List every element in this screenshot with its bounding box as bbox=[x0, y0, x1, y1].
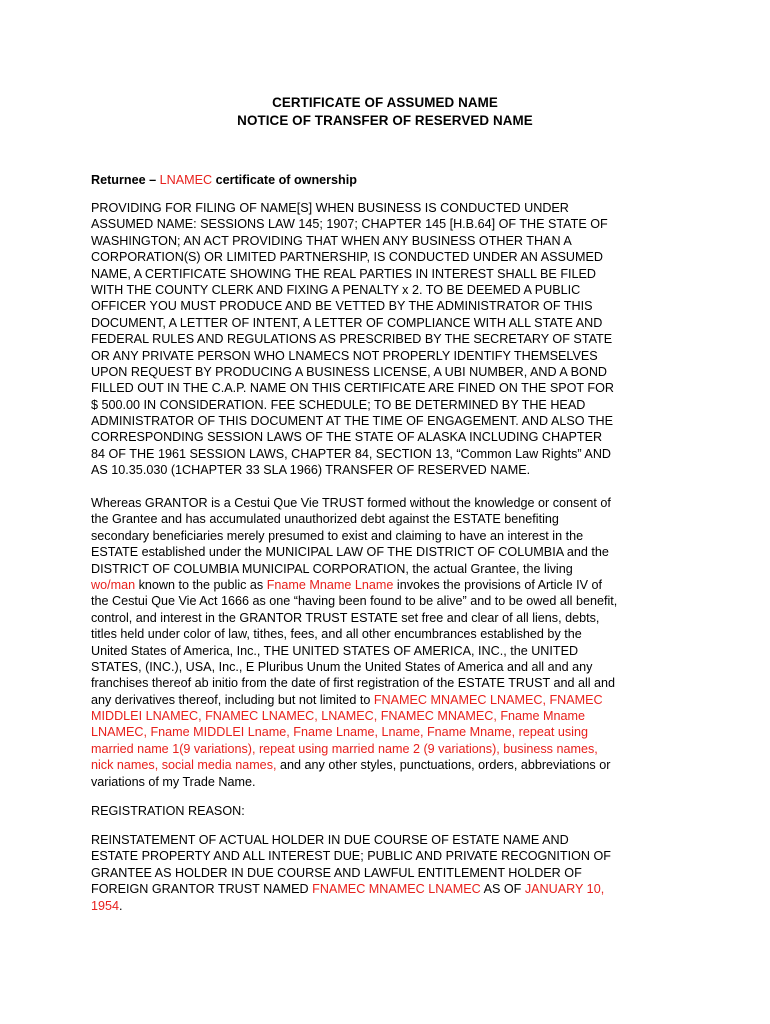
paragraph-line: DOCUMENT, A LETTER OF INTENT, A LETTER OF COMPLIANCE WITH ALL STATE AND bbox=[91, 315, 603, 330]
paragraph-line: the Grantee and has accumulated unauthorized debt against the ESTATE benefiting bbox=[91, 512, 559, 527]
registration-reason-label: REGISTRATION REASON: bbox=[91, 804, 245, 818]
paragraph-line: WASHINGTON; AN ACT PROVIDING THAT WHEN ANY BUSINESS OTHER THAN A bbox=[91, 233, 572, 248]
paragraph-line bbox=[91, 898, 676, 914]
paragraph-line: DISTRICT OF COLUMBIA MUNICIPAL CORPORATION, the actual Grantee, the living bbox=[91, 561, 573, 576]
highlight-text: 1954 bbox=[91, 898, 120, 913]
paragraph-line bbox=[91, 577, 676, 593]
paragraph-line: GRANTEE AS HOLDER IN DUE COURSE AND LAWFUL ENTITLEMENT HOLDER OF bbox=[91, 865, 582, 880]
paragraph-reinstatement bbox=[91, 832, 676, 914]
highlight-text: JANUARY 10, bbox=[524, 882, 605, 897]
paragraph-line: CORRESPONDING SESSION LAWS OF THE STATE OF ALASKA INCLUDING CHAPTER bbox=[91, 430, 603, 445]
paragraph-line: ASSUMED NAME: SESSIONS LAW 145; 1907; CHAPTER 145 [H.B.64] OF THE STATE OF bbox=[91, 217, 608, 232]
returnee-line bbox=[91, 172, 676, 188]
paragraph-line: OFFICER YOU MUST PRODUCE AND BE VETTED BY THE ADMINISTRATOR OF THIS bbox=[91, 299, 593, 314]
paragraph-line bbox=[91, 881, 676, 897]
paragraph-line bbox=[91, 757, 676, 773]
paragraph-line: titles held under color of law, tithes, fees, and all other encumbrances established by the bbox=[91, 627, 582, 642]
paragraph-line: the Cestui Que Vie Act 1666 as one “having been found to be alive” and to be owed all benefit, bbox=[91, 594, 618, 609]
document-title: CERTIFICATE OF ASSUMED NAME bbox=[272, 95, 498, 110]
paragraph-line: OR ANY PRIVATE PERSON WHO LNAMECS NOT PROPERLY IDENTIFY THEMSELVES bbox=[91, 348, 598, 363]
paragraph-line: FILLED OUT IN THE C.A.P. NAME ON THIS CERTIFICATE ARE FINED ON THE SPOT FOR bbox=[91, 381, 614, 396]
paragraph-line: REINSTATEMENT OF ACTUAL HOLDER IN DUE COURSE OF ESTATE NAME AND bbox=[91, 833, 569, 847]
paragraph-line: WITH THE COUNTY CLERK AND FIXING A PENALTY x 2. TO BE DEEMED A PUBLIC bbox=[91, 282, 581, 297]
plain-text: AS OF bbox=[480, 882, 525, 897]
paragraph-line: $ 500.00 IN CONSIDERATION. FEE SCHEDULE; TO BE DETERMINED BY THE HEAD bbox=[91, 397, 586, 412]
paragraph-line: UPON REQUEST BY PRODUCING A BUSINESS LICENSE, A UBI NUMBER, AND A BOND bbox=[91, 364, 608, 379]
document-subtitle: NOTICE OF TRANSFER OF RESERVED NAME bbox=[237, 113, 533, 128]
paragraph-line: FEDERAL RULES AND REGULATIONS AS PRESCRIBED BY THE SECRETARY OF STATE bbox=[91, 332, 613, 347]
plain-text: invokes the provisions of Article IV of bbox=[393, 577, 603, 592]
paragraph-line: PROVIDING FOR FILING OF NAME[S] WHEN BUSINESS IS CONDUCTED UNDER bbox=[91, 201, 569, 215]
paragraph-line: ESTATE PROPERTY AND ALL INTEREST DUE; PUBLIC AND PRIVATE RECOGNITION OF bbox=[91, 849, 611, 864]
paragraph-whereas bbox=[91, 495, 676, 790]
returnee-name: LNAMEC bbox=[159, 173, 213, 187]
paragraph-line: franchises thereof ab initio from the date of first registration of the ESTATE TRUST and all and bbox=[91, 676, 616, 691]
plain-text: FOREIGN GRANTOR TRUST NAMED bbox=[91, 882, 313, 897]
plain-text: . bbox=[119, 898, 123, 913]
paragraph-line: CORPORATION(S) OR LIMITED PARTNERSHIP, IS CONDUCTED UNDER AN ASSUMED bbox=[91, 250, 603, 265]
paragraph-line: control, and interest in the GRANTOR TRUST ESTATE set free and clear of all liens, debts, bbox=[91, 610, 600, 625]
highlight-text: wo/man bbox=[91, 577, 136, 592]
plain-text: known to the public as bbox=[135, 577, 267, 592]
paragraph-line bbox=[91, 692, 676, 708]
highlight-text: nick names, social media names, bbox=[91, 758, 277, 773]
paragraph-line: 84 OF THE 1961 SESSION LAWS, CHAPTER 84, SECTION 13, “Common Law Rights” AND bbox=[91, 446, 612, 461]
paragraph-line: married name 1(9 variations), repeat using married name 2 (9 variations), business names, bbox=[91, 741, 598, 756]
highlight-text: FNAMEC MNAMEC LNAMEC bbox=[312, 882, 481, 897]
paragraph-line: ADMINISTRATOR OF THIS DOCUMENT AT THE TIME OF ENGAGEMENT. AND ALSO THE bbox=[91, 414, 614, 429]
paragraph-line: secondary beneficiaries merely presumed to exist and claiming to have an interest in the bbox=[91, 528, 584, 543]
paragraph-line: Whereas GRANTOR is a Cestui Que Vie TRUST formed without the knowledge or consent of bbox=[91, 496, 611, 510]
paragraph-filing bbox=[91, 200, 676, 479]
paragraph-line: LNAMEC, Fname MIDDLEI Lname, Fname Lname, Lname, Fname Mname, repeat using bbox=[91, 725, 588, 740]
paragraph-line: AS 10.35.030 (1CHAPTER 33 SLA 1966) TRANSFER OF RESERVED NAME. bbox=[91, 463, 531, 478]
paragraph-line: STATES, (INC.), USA, Inc., E Pluribus Unum the United States of America and all and any bbox=[91, 659, 593, 674]
paragraph-line: NAME, A CERTIFICATE SHOWING THE REAL PARTIES IN INTEREST SHALL BE FILED bbox=[91, 266, 597, 281]
highlight-text: FNAMEC MNAMEC LNAMEC, FNAMEC bbox=[373, 692, 603, 707]
highlight-text: Fname Mname Lname bbox=[266, 577, 394, 592]
returnee-prefix: Returnee – bbox=[91, 173, 160, 187]
paragraph-line: MIDDLEI LNAMEC, FNAMEC LNAMEC, LNAMEC, FNAMEC MNAMEC, Fname Mname bbox=[91, 709, 586, 724]
paragraph-line: ESTATE established under the MUNICIPAL LAW OF THE DISTRICT OF COLUMBIA and the bbox=[91, 545, 609, 560]
paragraph-line: variations of my Trade Name. bbox=[91, 774, 256, 789]
paragraph-line: United States of America, Inc., THE UNITED STATES OF AMERICA, INC., the UNITED bbox=[91, 643, 579, 658]
returnee-suffix: certificate of ownership bbox=[212, 173, 357, 187]
plain-text: any derivatives thereof, including but not limited to bbox=[91, 692, 374, 707]
plain-text: and any other styles, punctuations, orders, abbreviations or bbox=[276, 758, 611, 773]
